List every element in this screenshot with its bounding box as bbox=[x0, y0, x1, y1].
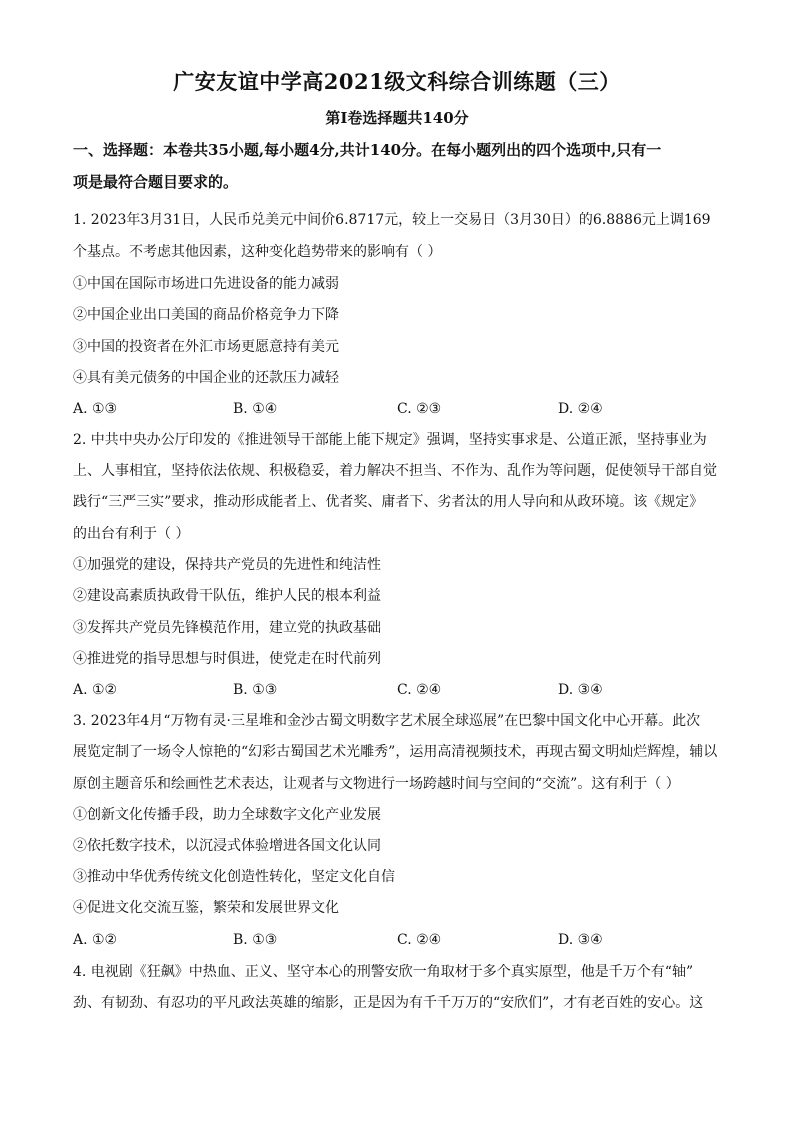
answer-option: C. ②④ bbox=[397, 932, 442, 948]
page-title: 广安友谊中学高2021级文科综合训练题（三） bbox=[173, 69, 621, 94]
question-stem: 原创主题音乐和绘画性艺术表达，让观者与文物进行一场跨越时间与空间的“交流”。这有利于（ ） bbox=[73, 776, 680, 792]
question-item: ①中国在国际市场进口先进设备的能力减弱 bbox=[73, 276, 339, 292]
question-item: ②依托数字技术，以沉浸式体验增进各国文化认同 bbox=[73, 838, 381, 854]
answer-option: A. ①② bbox=[73, 682, 118, 698]
question-item: ④推进党的指导思想与时俱进，使党走在时代前列 bbox=[73, 651, 381, 667]
question-item: ①加强党的建设，保持共产党员的先进性和纯洁性 bbox=[73, 557, 381, 573]
question-stem: 劲、有韧劲、有忍功的平凡政法英雄的缩影，正是因为有千千万万的“安欣们”，才有老百姓的安心。这 bbox=[73, 995, 704, 1011]
question-stem: 的出台有利于（ ） bbox=[73, 526, 190, 542]
answer-option: C. ②④ bbox=[397, 682, 442, 698]
question-stem: 上、人事相宜，坚持依法依规、积极稳妥，着力解决不担当、不作为、乱作为等问题，促使领导干部自觉 bbox=[73, 463, 717, 479]
answer-option: D. ③④ bbox=[558, 932, 603, 948]
answer-option: D. ②④ bbox=[558, 401, 603, 417]
question-item: ③发挥共产党员先锋模范作用，建立党的执政基础 bbox=[73, 620, 381, 636]
question-item: ③中国的投资者在外汇市场更愿意持有美元 bbox=[73, 339, 339, 355]
question-item: ②中国企业出口美国的商品价格竞争力下降 bbox=[73, 307, 339, 323]
section-instruction: 项是最符合题目要求的。 bbox=[73, 173, 239, 191]
page-subtitle: 第Ⅰ卷选择题共140分 bbox=[325, 109, 469, 127]
question-stem: 3. 2023年4月“万物有灵·三星堆和金沙古蜀文明数字艺术展全球巡展”在巴黎中国文化中心开幕。此次 bbox=[73, 713, 701, 729]
answer-option: A. ①② bbox=[73, 932, 118, 948]
answer-option: A. ①③ bbox=[73, 401, 118, 417]
section-instruction: 一、选择题：本卷共35小题,每小题4分,共计140分。在每小题列出的四个选项中,只有一 bbox=[73, 141, 662, 159]
question-item: ④促进文化交流互鉴，繁荣和发展世界文化 bbox=[73, 900, 339, 916]
question-stem: 4. 电视剧《狂飙》中热血、正义、坚守本心的刑警安欣一角取材于多个真实原型，他是千万个有“轴” bbox=[73, 964, 694, 980]
question-stem: 展览定制了一场令人惊艳的“幻彩古蜀国艺术光雕秀”，运用高清视频技术，再现古蜀文明灿烂辉煌，辅以 bbox=[73, 744, 718, 760]
answer-option: C. ②③ bbox=[397, 401, 442, 417]
question-stem: 1. 2023年3月31日，人民币兑美元中间价6.8717元，较上一交易日（3月30日）的6.8886元上调169 bbox=[73, 212, 711, 228]
question-stem: 2. 中共中央办公厅印发的《推进领导干部能上能下规定》强调，坚持实事求是、公道正派，坚持事业为 bbox=[73, 432, 707, 448]
question-item: ②建设高素质执政骨干队伍，维护人民的根本利益 bbox=[73, 588, 381, 604]
question-item: ④具有美元债务的中国企业的还款压力减轻 bbox=[73, 370, 339, 386]
answer-option: D. ③④ bbox=[558, 682, 603, 698]
question-stem: 践行“三严三实”要求，推动形成能者上、优者奖、庸者下、劣者汰的用人导向和从政环境。该《规定》 bbox=[73, 494, 704, 510]
answer-option: B. ①③ bbox=[233, 932, 278, 948]
answer-option: B. ①④ bbox=[233, 401, 278, 417]
question-stem: 个基点。不考虑其他因素，这种变化趋势带来的影响有（ ） bbox=[73, 244, 442, 260]
answer-option: B. ①③ bbox=[233, 682, 278, 698]
question-item: ③推动中华优秀传统文化创造性转化，坚定文化自信 bbox=[73, 869, 395, 885]
question-item: ①创新文化传播手段，助力全球数字文化产业发展 bbox=[73, 807, 381, 823]
